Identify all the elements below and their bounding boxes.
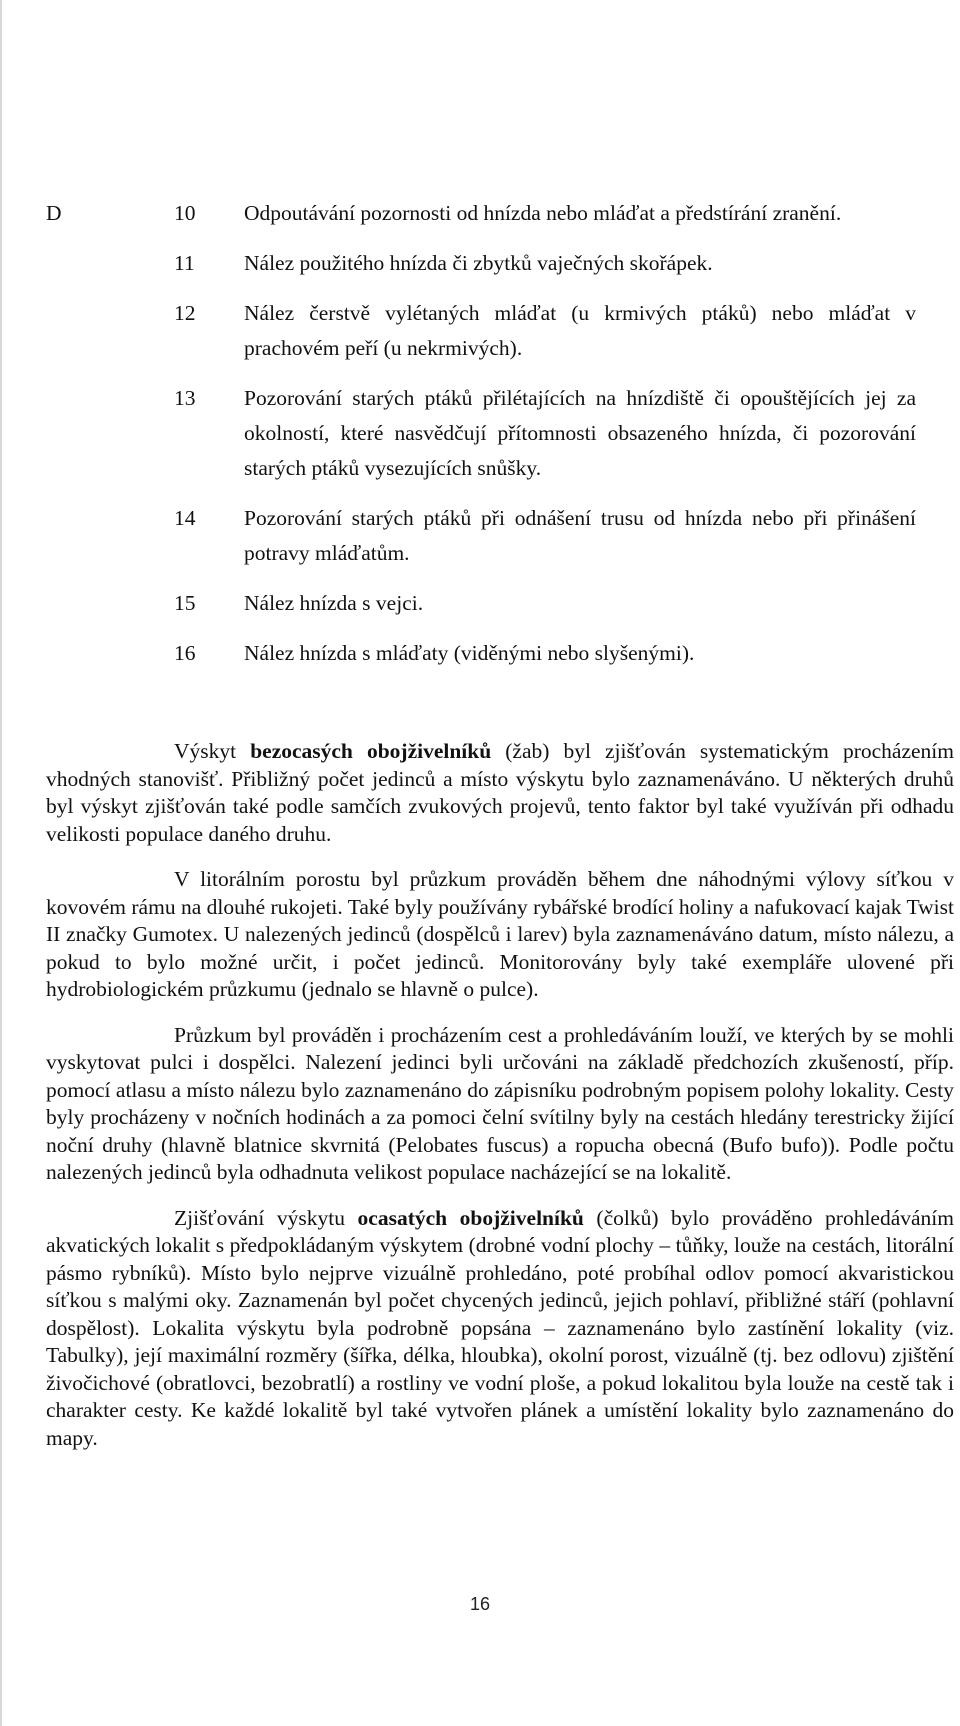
code-text: Nález čerstvě vylétaných mláďat (u krmivých ptáků) nebo mláďat v prachovém peří (u nekrmivých). <box>244 301 916 360</box>
code-number: 16 <box>174 641 196 665</box>
bold-term: bezocasých obojživelníků <box>250 739 492 763</box>
code-number: 14 <box>174 506 196 530</box>
code-category: D <box>46 201 62 225</box>
code-row <box>46 381 916 486</box>
paragraph-text: (žab) byl zjišťován systematickým procházením vhodných stanovišť. Přibližný počet jedinců a místo výskytu bylo zaznamenáváno. U některých druhů byl výskyt zjišťován také podle samčích zvukových projevů, tento faktor byl také využíván při odhadu velikosti populace daného druhu. <box>46 739 954 846</box>
paragraph-anurans <box>46 738 954 848</box>
code-row <box>46 586 916 621</box>
paragraph-text: Zjišťování výskytu <box>174 1205 358 1230</box>
paragraph-littoral: V litorálním porostu byl průzkum prováděn během dne náhodnými výlovy síťkou v kovovém rámu na dlouhé rukojeti. Také byly používány rybářské brodící holiny a nafukovací kajak Twist II značky Gumotex. U nalezených jedinců (dospělců i larev) byla zaznamenáváno datum, místo nálezu, a pokud to bylo možné určit, i počet jedinců. Monitorovány byly také exempláře ulovené při hydrobiologickém průzkumu (jednalo se hlavně o pulce). <box>46 867 954 1001</box>
paragraph-text: Výskyt <box>174 739 251 763</box>
code-row <box>46 636 916 671</box>
code-text: Nález hnízda s mláďaty (viděnými nebo slyšenými). <box>244 641 695 665</box>
code-number: 15 <box>174 591 196 615</box>
body-text <box>46 738 954 1470</box>
code-number: 11 <box>174 251 195 275</box>
code-number: 12 <box>174 301 196 325</box>
code-text: Nález hnízda s vejci. <box>244 591 424 615</box>
bold-term: ocasatých obojživelníků <box>357 1205 584 1230</box>
code-text: Pozorování starých ptáků při odnášení trusu od hnízda nebo při přinášení potravy mláďatům. <box>244 506 916 565</box>
code-text: Odpoutávání pozornosti od hnízda nebo mláďat a předstírání zranění. <box>244 201 842 225</box>
code-number: 10 <box>174 201 196 225</box>
page-edge <box>0 0 2 1726</box>
code-text: Pozorování starých ptáků přilétajících na hnízdiště či opouštějících jej za okolností, které nasvědčují přítomnosti obsazeného hnízda, či pozorování starých ptáků vysezujících snůšky. <box>244 386 916 480</box>
code-row <box>46 196 916 231</box>
code-row <box>46 246 916 281</box>
code-row <box>46 296 916 366</box>
code-row <box>46 501 916 571</box>
code-number: 13 <box>174 386 196 410</box>
code-text: Nález použitého hnízda či zbytků vaječných skořápek. <box>244 251 713 275</box>
paragraph-text: (čolků) bylo prováděno prohledáváním akvatických lokalit s předpokládaným výskytem (drobné vodní plochy – tůňky, louže na cestách, litorální pásmo rybníků). Místo bylo nejprve vizuálně prohledáno, poté probíhal odlov pomocí akvaristickou síťkou s malými oky. Zaznamenán byl počet chycených jedinců, jejich pohlaví, přibližné stáří (pohlavní dospělost). Lokalita výskytu byla podrobně popsána – zaznamenáno bylo zastínění lokality (viz. Tabulky), její maximální rozměry (šířka, délka, hloubka), okolní porost, vizuálně (tj. bez odlovu) zjištění živočichové (obratlovci, bezobratlí) a rostliny ve vodní ploše, a pokud lokalitou byla louže na cestě tak i charakter cesty. Ke každé lokalitě byl také vytvořen plánek a umístění lokality bylo zaznamenáno do mapy. <box>46 1205 954 1450</box>
paragraph-newts <box>46 1205 954 1453</box>
breeding-code-list <box>46 196 916 686</box>
page-number: 16 <box>469 1594 491 1614</box>
paragraph-roads: Průzkum byl prováděn i procházením cest a prohledáváním louží, ve kterých by se mohli vyskytovat pulci i dospělci. Nalezení jedinci byli určováni na základě předchozích zkušeností, příp. pomocí atlasu a místo nálezu bylo zaznamenáno do zápisníku podrobným popisem polohy lokality. Cesty byly procházeny v nočních hodinách a za pomoci čelní svítilny byly na cestách hledány terestricky žijící noční druhy (hlavně blatnice skvrnitá (Pelobates fuscus) a ropucha obecná (Bufo bufo)). Podle počtu nalezených jedinců byla odhadnuta velikost populace nacházející se na lokalitě. <box>46 1022 954 1184</box>
